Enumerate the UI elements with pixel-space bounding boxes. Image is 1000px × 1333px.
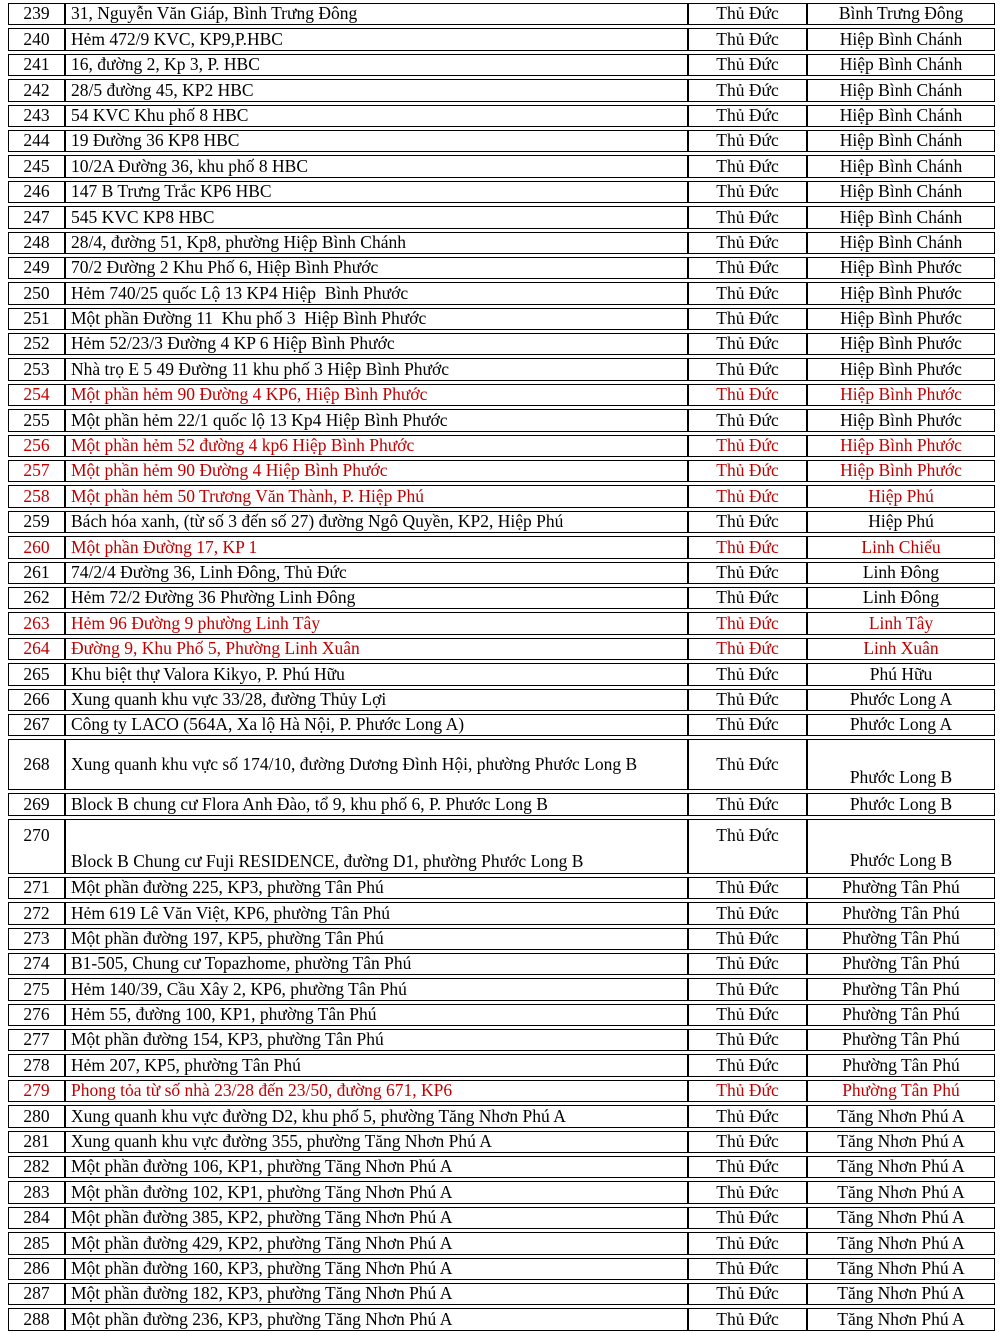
address-cell: 54 KVC Khu phố 8 HBC: [65, 105, 688, 127]
ward-cell: Phường Tân Phú: [807, 928, 995, 950]
row-number-cell: 254: [8, 384, 65, 406]
table-row: [8, 1029, 995, 1051]
row-number-cell: 252: [8, 333, 65, 355]
address-cell: Một phần hẻm 52 đường 4 kp6 Hiệp Bình Phước: [65, 435, 688, 457]
row-number-cell: 240: [8, 28, 65, 50]
table-row: [8, 793, 995, 815]
row-number-cell: 282: [8, 1156, 65, 1178]
row-number-cell: 268: [8, 739, 65, 790]
district-cell: Thủ Đức: [688, 511, 807, 533]
ward-cell: Hiệp Bình Phước: [807, 282, 995, 304]
address-cell: Một phần đường 429, KP2, phường Tăng Nhơn Phú A: [65, 1232, 688, 1254]
row-number-cell: 253: [8, 358, 65, 380]
table-row: [8, 105, 995, 127]
ward-cell: Bình Trưng Đông: [807, 3, 995, 25]
district-cell: Thủ Đức: [688, 1283, 807, 1305]
row-number-cell: 249: [8, 257, 65, 279]
address-cell: 147 B Trưng Trắc KP6 HBC: [65, 181, 688, 203]
row-number-cell: 263: [8, 612, 65, 634]
table-row: [8, 435, 995, 457]
ward-cell: Hiệp Bình Chánh: [807, 28, 995, 50]
ward-cell: Hiệp Bình Chánh: [807, 155, 995, 177]
ward-cell: Hiệp Bình Chánh: [807, 232, 995, 254]
ward-cell: Tăng Nhơn Phú A: [807, 1232, 995, 1254]
table-row: [8, 739, 995, 790]
district-cell: Thủ Đức: [688, 181, 807, 203]
row-number-cell: 255: [8, 409, 65, 431]
table-row: [8, 978, 995, 1000]
address-cell: Một phần đường 106, KP1, phường Tăng Nhơn Phú A: [65, 1156, 688, 1178]
row-number-cell: 243: [8, 105, 65, 127]
ward-cell: Phước Long A: [807, 714, 995, 736]
row-number-cell: 239: [8, 3, 65, 25]
ward-cell: Linh Chiểu: [807, 536, 995, 558]
address-cell: Hẻm 55, đường 100, KP1, phường Tân Phú: [65, 1004, 688, 1026]
table-row: [8, 79, 995, 101]
address-cell: Một phần đường 225, KP3, phường Tân Phú: [65, 877, 688, 899]
ward-cell: Tăng Nhơn Phú A: [807, 1181, 995, 1203]
ward-cell: Hiệp Bình Phước: [807, 358, 995, 380]
table-row: [8, 206, 995, 228]
ward-cell: Tăng Nhơn Phú A: [807, 1156, 995, 1178]
address-cell: 74/2/4 Đường 36, Linh Đông, Thủ Đức: [65, 562, 688, 584]
ward-cell: Phường Tân Phú: [807, 1004, 995, 1026]
district-cell: Thủ Đức: [688, 902, 807, 924]
address-cell: 10/2A Đường 36, khu phố 8 HBC: [65, 155, 688, 177]
ward-cell: Hiệp Bình Phước: [807, 308, 995, 330]
ward-cell: Tăng Nhơn Phú A: [807, 1308, 995, 1330]
district-cell: Thủ Đức: [688, 793, 807, 815]
address-cell: Xung quanh khu vực 33/28, đường Thủy Lợi: [65, 689, 688, 711]
table-row: [8, 562, 995, 584]
district-cell: Thủ Đức: [688, 1029, 807, 1051]
ward-cell: Phường Tân Phú: [807, 1029, 995, 1051]
table-row: [8, 1207, 995, 1229]
row-number-cell: 259: [8, 511, 65, 533]
district-cell: Thủ Đức: [688, 928, 807, 950]
row-number-cell: 275: [8, 978, 65, 1000]
row-number-cell: 260: [8, 536, 65, 558]
district-cell: Thủ Đức: [688, 978, 807, 1000]
address-cell: Một phần đường 236, KP3, phường Tăng Nhơn Phú A: [65, 1308, 688, 1330]
address-cell: 31, Nguyễn Văn Giáp, Bình Trưng Đông: [65, 3, 688, 25]
ward-cell: Hiệp Bình Phước: [807, 435, 995, 457]
row-number-cell: 247: [8, 206, 65, 228]
address-cell: 16, đường 2, Kp 3, P. HBC: [65, 54, 688, 76]
address-cell: Hẻm 619 Lê Văn Việt, KP6, phường Tân Phú: [65, 902, 688, 924]
district-cell: Thủ Đức: [688, 54, 807, 76]
table-row: [8, 3, 995, 25]
address-cell: Block B Chung cư Fuji RESIDENCE, đường D1, phường Phước Long B: [65, 819, 688, 874]
address-cell: 19 Đường 36 KP8 HBC: [65, 130, 688, 152]
row-number-cell: 276: [8, 1004, 65, 1026]
address-cell: 545 KVC KP8 HBC: [65, 206, 688, 228]
district-cell: Thủ Đức: [688, 689, 807, 711]
ward-cell: Hiệp Phú: [807, 511, 995, 533]
district-cell: Thủ Đức: [688, 282, 807, 304]
row-number-cell: 258: [8, 485, 65, 507]
address-cell: Một phần hẻm 50 Trương Văn Thành, P. Hiệp Phú: [65, 485, 688, 507]
ward-cell: Hiệp Bình Chánh: [807, 105, 995, 127]
ward-cell: Hiệp Bình Chánh: [807, 54, 995, 76]
address-cell: Xung quanh khu vực đường D2, khu phố 5, phường Tăng Nhơn Phú A: [65, 1105, 688, 1127]
address-cell: Hẻm 207, KP5, phường Tân Phú: [65, 1054, 688, 1076]
ward-cell: Phường Tân Phú: [807, 1080, 995, 1102]
row-number-cell: 264: [8, 638, 65, 660]
ward-cell: Phường Tân Phú: [807, 953, 995, 975]
table-row: [8, 902, 995, 924]
address-cell: 28/5 đường 45, KP2 HBC: [65, 79, 688, 101]
ward-cell: Hiệp Bình Chánh: [807, 130, 995, 152]
district-cell: Thủ Đức: [688, 1207, 807, 1229]
table-row: [8, 28, 995, 50]
address-cell: Hẻm 72/2 Đường 36 Phường Linh Đông: [65, 587, 688, 609]
row-number-cell: 270: [8, 819, 65, 874]
row-number-cell: 279: [8, 1080, 65, 1102]
row-number-cell: 241: [8, 54, 65, 76]
table-row: [8, 409, 995, 431]
row-number-cell: 248: [8, 232, 65, 254]
ward-cell: Phước Long A: [807, 689, 995, 711]
ward-cell: Phước Long B: [807, 739, 995, 790]
ward-cell: Tăng Nhơn Phú A: [807, 1283, 995, 1305]
row-number-cell: 251: [8, 308, 65, 330]
table-row: [8, 663, 995, 685]
table-row: [8, 1131, 995, 1153]
address-cell: Hẻm 52/23/3 Đường 4 KP 6 Hiệp Bình Phước: [65, 333, 688, 355]
district-cell: Thủ Đức: [688, 819, 807, 874]
ward-cell: Phường Tân Phú: [807, 1054, 995, 1076]
district-cell: Thủ Đức: [688, 3, 807, 25]
row-number-cell: 288: [8, 1308, 65, 1330]
address-cell: Một phần hẻm 90 Đường 4 Hiệp Bình Phước: [65, 460, 688, 482]
row-number-cell: 277: [8, 1029, 65, 1051]
row-number-cell: 271: [8, 877, 65, 899]
district-cell: Thủ Đức: [688, 1131, 807, 1153]
address-cell: Hẻm 96 Đường 9 phường Linh Tây: [65, 612, 688, 634]
address-cell: Phong tỏa từ số nhà 23/28 đến 23/50, đường 671, KP6: [65, 1080, 688, 1102]
district-cell: Thủ Đức: [688, 105, 807, 127]
table-row: [8, 1054, 995, 1076]
row-number-cell: 265: [8, 663, 65, 685]
district-cell: Thủ Đức: [688, 1181, 807, 1203]
row-number-cell: 281: [8, 1131, 65, 1153]
ward-cell: Hiệp Bình Phước: [807, 257, 995, 279]
table-row: [8, 638, 995, 660]
ward-cell: Hiệp Bình Phước: [807, 384, 995, 406]
address-cell: Một phần đường 385, KP2, phường Tăng Nhơn Phú A: [65, 1207, 688, 1229]
district-cell: Thủ Đức: [688, 1258, 807, 1280]
district-cell: Thủ Đức: [688, 257, 807, 279]
ward-cell: Hiệp Bình Chánh: [807, 181, 995, 203]
ward-cell: Phường Tân Phú: [807, 877, 995, 899]
district-cell: Thủ Đức: [688, 714, 807, 736]
ward-cell: Hiệp Phú: [807, 485, 995, 507]
ward-cell: Tăng Nhơn Phú A: [807, 1105, 995, 1127]
table-row: [8, 587, 995, 609]
table-row: [8, 130, 995, 152]
row-number-cell: 261: [8, 562, 65, 584]
district-cell: Thủ Đức: [688, 953, 807, 975]
ward-cell: Phú Hữu: [807, 663, 995, 685]
table-row: [8, 1181, 995, 1203]
ward-cell: Hiệp Bình Chánh: [807, 206, 995, 228]
row-number-cell: 242: [8, 79, 65, 101]
row-number-cell: 269: [8, 793, 65, 815]
district-cell: Thủ Đức: [688, 1156, 807, 1178]
ward-cell: Hiệp Bình Phước: [807, 333, 995, 355]
row-number-cell: 246: [8, 181, 65, 203]
address-cell: Hẻm 140/39, Cầu Xây 2, KP6, phường Tân Phú: [65, 978, 688, 1000]
ward-cell: Tăng Nhơn Phú A: [807, 1258, 995, 1280]
district-cell: Thủ Đức: [688, 333, 807, 355]
table-row: [8, 1258, 995, 1280]
address-cell: Hẻm 740/25 quốc Lộ 13 KP4 Hiệp Bình Phước: [65, 282, 688, 304]
row-number-cell: 262: [8, 587, 65, 609]
district-cell: Thủ Đức: [688, 79, 807, 101]
address-cell: Hẻm 472/9 KVC, KP9,P.HBC: [65, 28, 688, 50]
address-cell: Một phần Đường 11 Khu phố 3 Hiệp Bình Phước: [65, 308, 688, 330]
table-row: [8, 511, 995, 533]
district-cell: Thủ Đức: [688, 877, 807, 899]
district-cell: Thủ Đức: [688, 562, 807, 584]
address-cell: Một phần đường 160, KP3, phường Tăng Nhơn Phú A: [65, 1258, 688, 1280]
address-cell: 70/2 Đường 2 Khu Phố 6, Hiệp Bình Phước: [65, 257, 688, 279]
ward-cell: Phước Long B: [807, 819, 995, 874]
address-cell: Một phần đường 182, KP3, phường Tăng Nhơn Phú A: [65, 1283, 688, 1305]
address-cell: Đường 9, Khu Phố 5, Phường Linh Xuân: [65, 638, 688, 660]
address-cell: Một phần hẻm 22/1 quốc lộ 13 Kp4 Hiệp Bình Phước: [65, 409, 688, 431]
row-number-cell: 244: [8, 130, 65, 152]
ward-cell: Tăng Nhơn Phú A: [807, 1131, 995, 1153]
table-row: [8, 612, 995, 634]
address-cell: Công ty LACO (564A, Xa lộ Hà Nội, P. Phước Long A): [65, 714, 688, 736]
ward-cell: Linh Đông: [807, 587, 995, 609]
address-cell: Bách hóa xanh, (từ số 3 đến số 27) đường Ngô Quyền, KP2, Hiệp Phú: [65, 511, 688, 533]
row-number-cell: 284: [8, 1207, 65, 1229]
address-cell: 28/4, đường 51, Kp8, phường Hiệp Bình Chánh: [65, 232, 688, 254]
row-number-cell: 266: [8, 689, 65, 711]
ward-cell: Hiệp Bình Phước: [807, 409, 995, 431]
table-row: [8, 1308, 995, 1330]
row-number-cell: 286: [8, 1258, 65, 1280]
address-cell: Một phần Đường 17, KP 1: [65, 536, 688, 558]
address-cell: Xung quanh khu vực đường 355, phường Tăng Nhơn Phú A: [65, 1131, 688, 1153]
table-row: [8, 333, 995, 355]
row-number-cell: 272: [8, 902, 65, 924]
district-cell: Thủ Đức: [688, 384, 807, 406]
table-row: [8, 485, 995, 507]
table-row: [8, 1105, 995, 1127]
ward-cell: Linh Đông: [807, 562, 995, 584]
row-number-cell: 245: [8, 155, 65, 177]
address-cell: Xung quanh khu vực số 174/10, đường Dương Đình Hội, phường Phước Long B: [65, 739, 688, 790]
ward-cell: Hiệp Bình Chánh: [807, 79, 995, 101]
row-number-cell: 267: [8, 714, 65, 736]
table-row: [8, 536, 995, 558]
district-cell: Thủ Đức: [688, 739, 807, 790]
row-number-cell: 257: [8, 460, 65, 482]
table-row: [8, 689, 995, 711]
address-cell: Một phần hẻm 90 Đường 4 KP6, Hiệp Bình Phước: [65, 384, 688, 406]
row-number-cell: 250: [8, 282, 65, 304]
table-row: [8, 1283, 995, 1305]
district-cell: Thủ Đức: [688, 232, 807, 254]
ward-cell: Phường Tân Phú: [807, 978, 995, 1000]
ward-cell: Tăng Nhơn Phú A: [807, 1207, 995, 1229]
district-cell: Thủ Đức: [688, 460, 807, 482]
table-row: [8, 257, 995, 279]
ward-cell: Phường Tân Phú: [807, 902, 995, 924]
district-cell: Thủ Đức: [688, 1004, 807, 1026]
district-cell: Thủ Đức: [688, 308, 807, 330]
district-cell: Thủ Đức: [688, 409, 807, 431]
table-row: [8, 1156, 995, 1178]
table-row: [8, 384, 995, 406]
lockdown-locations-table: [8, 0, 995, 1333]
row-number-cell: 280: [8, 1105, 65, 1127]
table-row: [8, 928, 995, 950]
district-cell: Thủ Đức: [688, 206, 807, 228]
address-cell: Một phần đường 154, KP3, phường Tân Phú: [65, 1029, 688, 1051]
district-cell: Thủ Đức: [688, 1080, 807, 1102]
table-row: [8, 1080, 995, 1102]
district-cell: Thủ Đức: [688, 358, 807, 380]
ward-cell: Hiệp Bình Phước: [807, 460, 995, 482]
district-cell: Thủ Đức: [688, 612, 807, 634]
ward-cell: Phước Long B: [807, 793, 995, 815]
district-cell: Thủ Đức: [688, 130, 807, 152]
address-cell: Khu biệt thự Valora Kikyo, P. Phú Hữu: [65, 663, 688, 685]
table-row: [8, 308, 995, 330]
address-cell: Một phần đường 102, KP1, phường Tăng Nhơn Phú A: [65, 1181, 688, 1203]
district-cell: Thủ Đức: [688, 1054, 807, 1076]
address-cell: Nhà trọ E 5 49 Đường 11 khu phố 3 Hiệp Bình Phước: [65, 358, 688, 380]
district-cell: Thủ Đức: [688, 663, 807, 685]
row-number-cell: 274: [8, 953, 65, 975]
table-row: [8, 358, 995, 380]
district-cell: Thủ Đức: [688, 435, 807, 457]
row-number-cell: 285: [8, 1232, 65, 1254]
row-number-cell: 278: [8, 1054, 65, 1076]
table-row: [8, 819, 995, 874]
table-row: [8, 953, 995, 975]
district-cell: Thủ Đức: [688, 536, 807, 558]
table-row: [8, 282, 995, 304]
row-number-cell: 287: [8, 1283, 65, 1305]
table-row: [8, 1004, 995, 1026]
address-cell: Block B chung cư Flora Anh Đào, tổ 9, khu phố 6, P. Phước Long B: [65, 793, 688, 815]
district-cell: Thủ Đức: [688, 1308, 807, 1330]
district-cell: Thủ Đức: [688, 155, 807, 177]
table-row: [8, 232, 995, 254]
table-row: [8, 877, 995, 899]
table-row: [8, 181, 995, 203]
address-cell: B1-505, Chung cư Topazhome, phường Tân Phú: [65, 953, 688, 975]
table-row: [8, 155, 995, 177]
district-cell: Thủ Đức: [688, 1232, 807, 1254]
district-cell: Thủ Đức: [688, 587, 807, 609]
district-cell: Thủ Đức: [688, 485, 807, 507]
district-cell: Thủ Đức: [688, 28, 807, 50]
ward-cell: Linh Xuân: [807, 638, 995, 660]
district-cell: Thủ Đức: [688, 638, 807, 660]
table-row: [8, 54, 995, 76]
row-number-cell: 256: [8, 435, 65, 457]
row-number-cell: 273: [8, 928, 65, 950]
row-number-cell: 283: [8, 1181, 65, 1203]
ward-cell: Linh Tây: [807, 612, 995, 634]
table-row: [8, 1232, 995, 1254]
address-cell: Một phần đường 197, KP5, phường Tân Phú: [65, 928, 688, 950]
table-row: [8, 714, 995, 736]
table-row: [8, 460, 995, 482]
district-cell: Thủ Đức: [688, 1105, 807, 1127]
